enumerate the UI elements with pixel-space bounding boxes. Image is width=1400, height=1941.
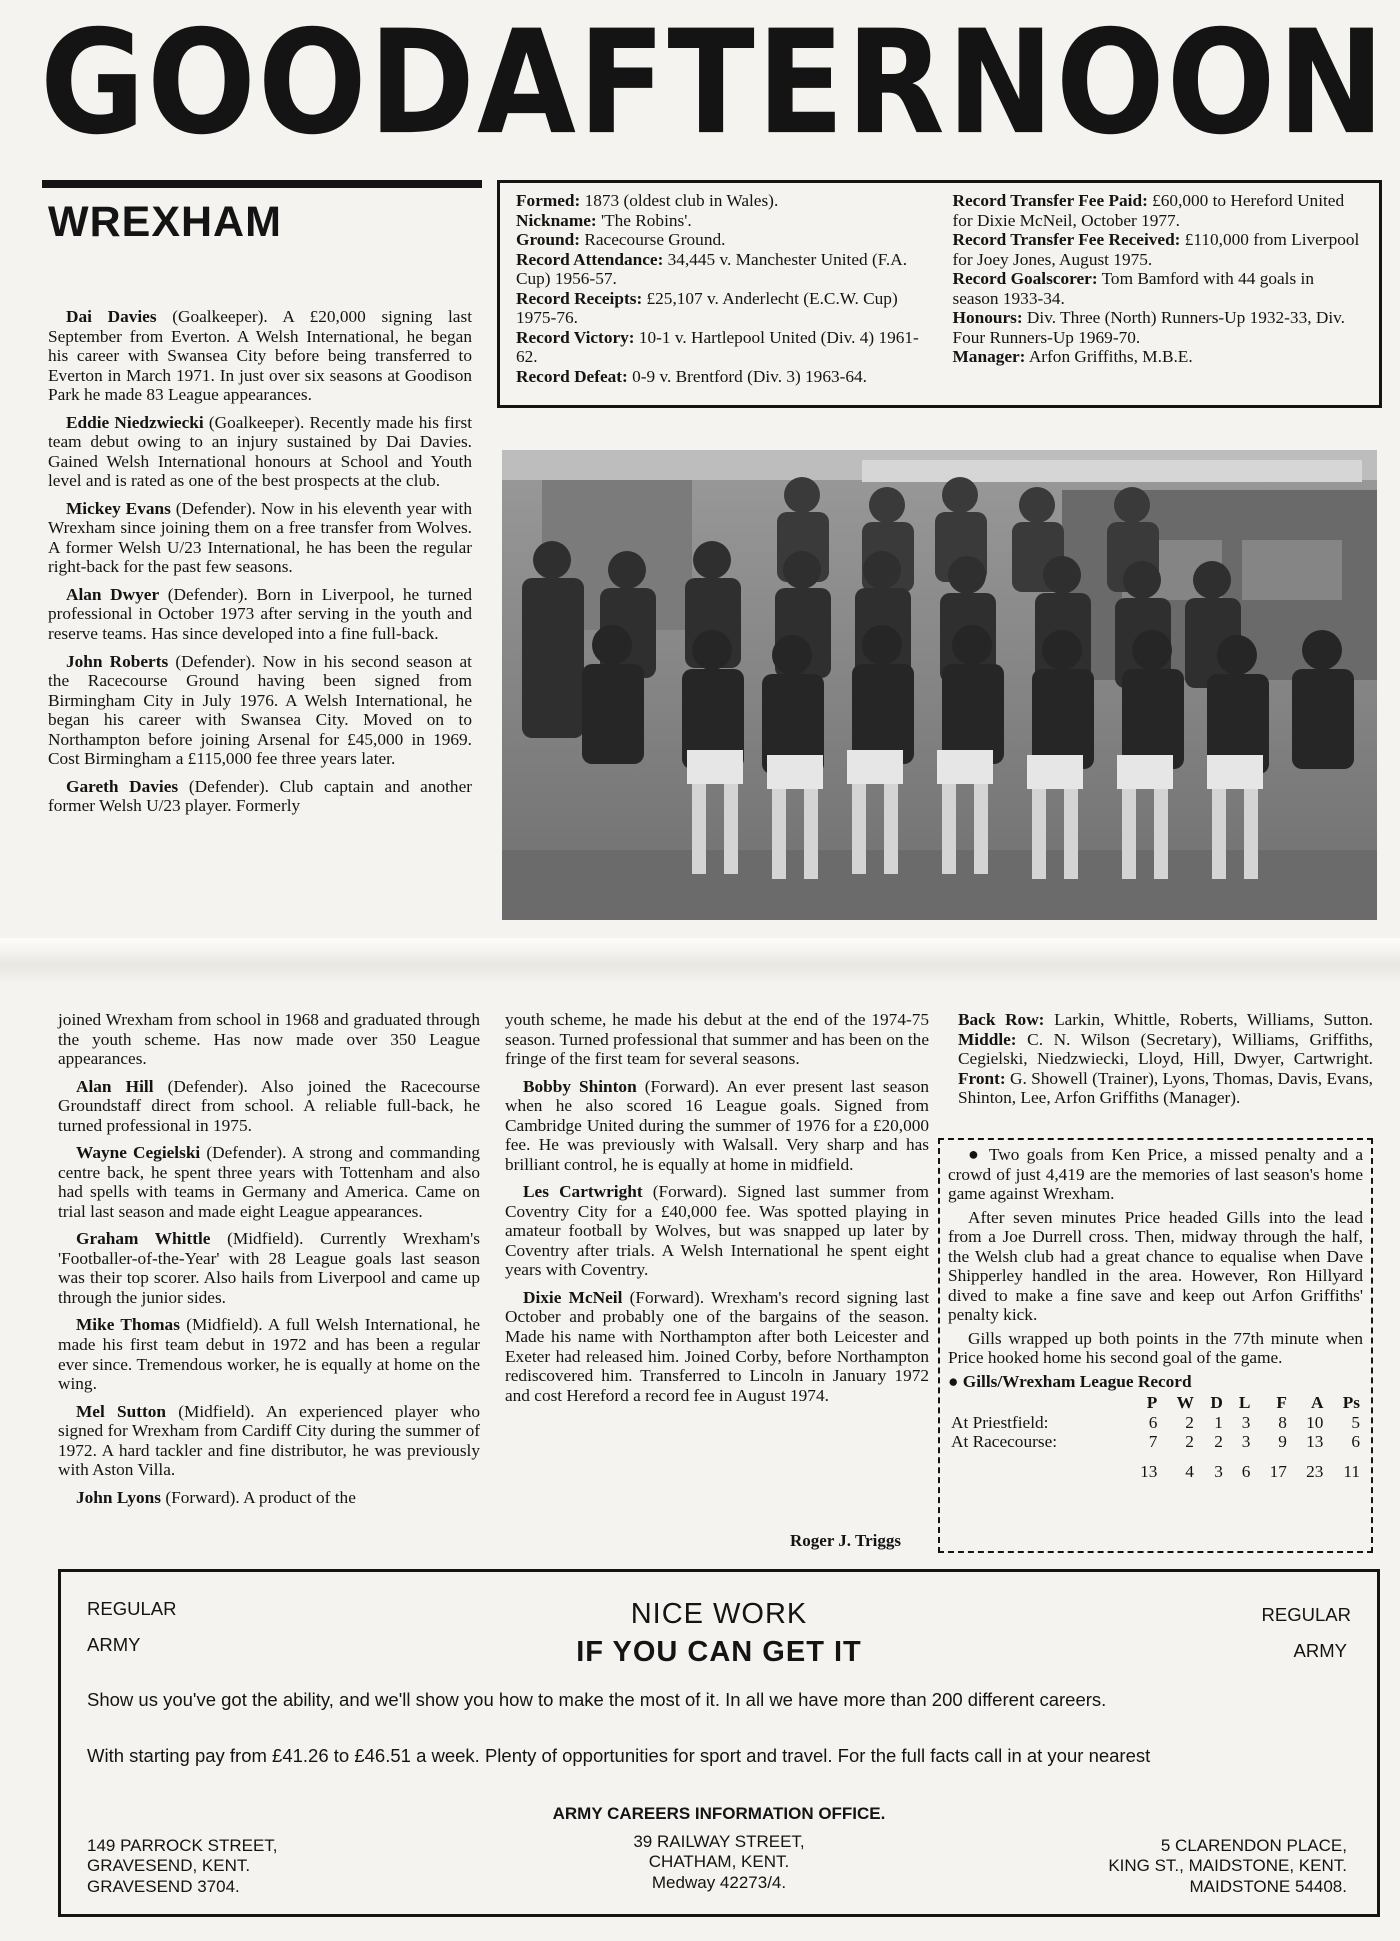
ad-office-heading: ARMY CAREERS INFORMATION OFFICE. xyxy=(552,1804,886,1823)
ad-regular-right: REGULAR xyxy=(1261,1604,1351,1625)
player-profile xyxy=(58,1143,480,1221)
address-line: 5 CLARENDON PLACE, xyxy=(1160,1836,1347,1855)
player-name: Mike Thomas xyxy=(76,1315,180,1335)
fact-text: 1873 (oldest club in Wales). xyxy=(580,191,779,210)
player-name: Bobby Shinton xyxy=(523,1076,637,1096)
fact-text: £60,000 to Hereford United for Dixie McNeil, October 1977. xyxy=(952,191,1345,230)
profiles-column-2 xyxy=(58,1010,480,1515)
fact-text: Racecourse Ground. xyxy=(580,230,726,250)
player-name: John Roberts xyxy=(66,651,169,671)
table-header: L xyxy=(1238,1393,1251,1413)
match-report-box xyxy=(938,1138,1373,1553)
caption-back-label: Back Row: xyxy=(958,1010,1045,1029)
fact-entry xyxy=(516,230,927,250)
player-name: Dai Davies xyxy=(66,307,157,326)
table-header: P xyxy=(1146,1393,1158,1413)
table-cell: 6 xyxy=(1351,1432,1360,1452)
player-profile xyxy=(505,1288,929,1405)
fact-text: Tom Bamford with 44 goals in season 1933-34. xyxy=(952,269,1314,308)
fact-entry xyxy=(516,367,927,387)
player-bio: (Defender). Born in Liverpool, he turned professional in October 1973 after serving in the youth and reserve teams. Has since developed into a fine full-back. xyxy=(48,584,473,643)
table-cell: 1 xyxy=(1214,1412,1223,1432)
player-profile xyxy=(58,1315,480,1393)
caption-back: Larkin, Whittle, Roberts, Williams, Sutton. xyxy=(1044,1010,1373,1029)
address-line: Medway 42273/4. xyxy=(651,1872,787,1892)
player-bio: (Midfield). An experienced player who signed for Wrexham from Cardiff City during the summer of 1972. A hard tackler and fine distributor, he was previously with Aston Villa. xyxy=(58,1401,481,1480)
player-profile xyxy=(58,1229,480,1307)
fact-label: Nickname: xyxy=(516,210,597,230)
player-profile xyxy=(505,1077,929,1175)
player-bio: (Defender). Now in his eleventh year with Wrexham since joining them on a free transfer from Wolves. A former Welsh U/23 International, he has been the regular right-back for the past few seasons. xyxy=(48,498,472,577)
table-cell: 5 xyxy=(1351,1412,1360,1432)
address-line: 149 PARROCK STREET, xyxy=(87,1836,278,1855)
table-header: F xyxy=(1276,1393,1287,1413)
player-name: Mickey Evans xyxy=(66,498,171,518)
fact-entry xyxy=(516,289,927,328)
player-profile xyxy=(48,499,472,577)
ad-body-2: With starting pay from £41.26 to £46.51 a week. Plenty of opportunities for sport and travel. For the full facts call in at your nearest xyxy=(87,1745,1151,1766)
player-bio: (Forward). An ever present last season when he also scored 16 League goals. Signed from Cambridge United during the summer of 1976 for a £20,000 fee. He was previously with Walsall. Very sharp and has brilliant control, he is equally at home in midfield. xyxy=(505,1076,929,1174)
caption-front: G. Showell (Trainer), Lyons, Thomas, Davis, Evans, Shinton, Lee, Arfon Griffiths (Manager). xyxy=(958,1068,1373,1108)
player-profile xyxy=(48,307,472,405)
fact-label: Record Receipts: xyxy=(516,288,643,308)
table-header xyxy=(948,1393,1124,1413)
address-line: GRAVESEND, KENT. xyxy=(87,1856,251,1876)
player-bio: (Goalkeeper). Recently made his first team debut owing to an injury sustained by Dai Davies. Gained Welsh International honours at School and Youth level and is rated as one of the best prospects at the club. xyxy=(48,412,472,491)
title-rule xyxy=(42,180,482,188)
table-cell: 9 xyxy=(1278,1432,1287,1452)
page-fold xyxy=(0,938,1400,984)
fact-label: Honours: xyxy=(952,308,1023,328)
player-name: John Lyons xyxy=(76,1487,162,1507)
table-cell: 13 xyxy=(1306,1432,1324,1452)
player-bio: youth scheme, he made his debut at the end of the 1974-75 season. Turned professional that summer and has been on the fringe of the first team for several seasons. xyxy=(505,1010,929,1069)
fact-text: 34,445 v. Manchester United (F.A. Cup) 1956-57. xyxy=(516,249,908,289)
league-record-title xyxy=(948,1372,1363,1392)
report-para-3: Gills wrapped up both points in the 77th minute when Price hooked home his second goal of the game. xyxy=(948,1328,1363,1368)
fact-label: Record Transfer Fee Paid: xyxy=(952,191,1148,210)
report-para-2: After seven minutes Price headed Gills into the lead from a Joe Durrell cross. Then, midway through the half, the Welsh club had a great chance to equalise when Dave Shipperley handled in the area. However, Ron Hillyard dived to make a fine save and keep out Arfon Griffiths' penalty kick. xyxy=(948,1207,1363,1325)
player-bio: (Defender). Also joined the Racecourse Groundstaff direct from school. A reliable full-back, he turned professional in 1975. xyxy=(58,1076,480,1135)
player-name: Alan Hill xyxy=(76,1076,154,1096)
player-bio: (Defender). Now in his second season at the Racecourse Ground having been signed from Birmingham City in July 1976. A Welsh International, he began his career with Swansea City. Moved on to Northampton before joining Arsenal for £45,000 in 1969. Cost Birmingham a £115,000 fee three years later. xyxy=(48,651,472,769)
fact-entry xyxy=(953,347,1364,367)
fact-entry xyxy=(516,191,927,211)
fact-label: Ground: xyxy=(516,230,581,250)
report-para-1: Two goals from Ken Price, a missed penalty and a crowd of just 4,419 are the memories of last season's home game against Wrexham. xyxy=(948,1145,1364,1204)
ad-address-maidstone xyxy=(1108,1836,1347,1897)
address-line: GRAVESEND 3704. xyxy=(87,1876,240,1896)
fact-label: Formed: xyxy=(516,191,581,210)
table-cell: At Priestfield: xyxy=(951,1412,1049,1432)
league-record-table xyxy=(948,1393,1363,1481)
club-title: WREXHAM xyxy=(48,198,282,246)
fact-label: Record Transfer Fee Received: xyxy=(952,230,1181,250)
player-name: Eddie Niedzwiecki xyxy=(66,412,204,432)
table-total-cell: 6 xyxy=(1241,1461,1251,1481)
fact-label: Manager: xyxy=(952,347,1026,367)
team-photo xyxy=(502,450,1377,920)
table-header: W xyxy=(1176,1393,1194,1413)
photo-caption xyxy=(958,1010,1373,1108)
bullet-icon: ● xyxy=(968,1144,982,1164)
player-profile xyxy=(505,1182,929,1280)
fact-entry xyxy=(516,211,927,231)
profiles-column-3 xyxy=(505,1010,929,1413)
ad-army-right: ARMY xyxy=(1293,1640,1347,1661)
table-total-cell: 11 xyxy=(1343,1461,1360,1481)
fact-entry xyxy=(516,250,927,289)
fact-entry xyxy=(953,191,1364,230)
table-cell: 2 xyxy=(1185,1432,1194,1452)
facts-right-column xyxy=(953,191,1364,397)
player-profile xyxy=(58,1488,480,1508)
table-cell: 10 xyxy=(1306,1412,1324,1432)
fact-entry xyxy=(953,269,1364,308)
table-cell: 3 xyxy=(1241,1432,1251,1452)
table-total-cell: 17 xyxy=(1269,1461,1287,1481)
player-bio: (Midfield). A full Welsh International, he made his first team debut in 1972 and has been a regular ever since. Tremendous worker, he is equally at home on the wing. xyxy=(58,1315,480,1394)
fact-entry xyxy=(953,230,1364,269)
profiles-column-1 xyxy=(48,307,472,824)
table-header: D xyxy=(1210,1393,1223,1413)
player-profile xyxy=(48,585,472,644)
masthead xyxy=(40,0,1387,167)
ad-body-1: Show us you've got the ability, and we'll show you how to make the most of it. In all we have more than 200 different careers. xyxy=(87,1689,1107,1710)
masthead-word-good: GOOD xyxy=(40,0,477,167)
address-line: KING ST., MAIDSTONE, KENT. xyxy=(1108,1856,1347,1876)
fact-text: Div. Three (North) Runners-Up 1932-33, Div. Four Runners-Up 1969-70. xyxy=(952,308,1345,347)
table-cell: 3 xyxy=(1241,1412,1251,1432)
player-bio: (Goalkeeper). A £20,000 signing last September from Everton. A Welsh International, he began his career with Swansea City before being transferred to Everton in March 1971. In just over six seasons at Goodison Park he made 83 League appearances. xyxy=(48,307,473,405)
table-cell: 7 xyxy=(1148,1432,1158,1452)
player-profile xyxy=(58,1010,480,1069)
table-totals-row xyxy=(948,1462,1363,1482)
fact-entry xyxy=(953,308,1364,347)
player-profile xyxy=(48,413,472,491)
address-line: MAIDSTONE 54408. xyxy=(1189,1876,1347,1896)
fact-label: Record Goalscorer: xyxy=(952,269,1098,289)
player-bio: (Defender). A strong and commanding centre back, he spent three years with Tottenham and also had spells with teams in Germany and America. Came on trial last season and made eight League appearances. xyxy=(58,1143,480,1221)
player-bio: (Midfield). Currently Wrexham's 'Footballer-of-the-Year' with 28 League goals last season was their top scorer. Also hails from Liverpool and came up through the junior sides. xyxy=(58,1229,480,1307)
player-name: Wayne Cegielski xyxy=(76,1143,201,1163)
player-name: Alan Dwyer xyxy=(66,584,160,604)
player-profile xyxy=(48,777,472,816)
player-name: Mel Sutton xyxy=(76,1401,166,1421)
player-bio: (Forward). Wrexham's record signing last October and probably one of the bargains of the season. Made his name with Northampton after both Leicester and Exeter had released him. Joined Corby, before Northampton rediscovered him. Transferred to Lincoln in January 1972 and cost Hereford a record fee in August 1974. xyxy=(505,1287,930,1405)
table-row xyxy=(948,1413,1363,1433)
army-advertisement xyxy=(58,1569,1380,1917)
ad-headline-1: NICE WORK xyxy=(630,1598,808,1630)
caption-middle-label: Middle: xyxy=(958,1029,1017,1049)
table-total-cell: 23 xyxy=(1306,1461,1324,1481)
ad-headline-2: IF YOU CAN GET IT xyxy=(576,1636,862,1668)
address-line: CHATHAM, KENT. xyxy=(648,1852,790,1872)
player-profile xyxy=(58,1077,480,1136)
fact-text: £110,000 from Liverpool for Joey Jones, August 1975. xyxy=(952,230,1360,269)
player-profile xyxy=(505,1010,929,1069)
fact-text: 0-9 v. Brentford (Div. 3) 1963-64. xyxy=(627,366,867,386)
fact-text: Arfon Griffiths, M.B.E. xyxy=(1025,347,1193,367)
table-row xyxy=(948,1432,1363,1452)
table-total-cell: 4 xyxy=(1185,1461,1194,1481)
table-total-cell: 3 xyxy=(1214,1461,1223,1481)
player-name: Graham Whittle xyxy=(76,1229,211,1249)
author-signature: Roger J. Triggs xyxy=(790,1531,901,1550)
fact-text: £25,107 v. Anderlecht (E.C.W. Cup) 1975-76. xyxy=(516,288,898,328)
player-bio: (Defender). Club captain and another former Welsh U/23 player. Formerly xyxy=(48,776,472,816)
fact-text: 'The Robins'. xyxy=(596,210,692,230)
fact-entry xyxy=(516,328,927,367)
player-bio: (Forward). Signed last summer from Coventry City for a £40,000 fee. Was spotted playing in amateur football by Wolves, but was snapped up later by Coventry after trials. A Welsh International he spent eight years with Coventry. xyxy=(505,1182,929,1280)
fact-label: Record Victory: xyxy=(516,327,635,347)
player-name: Dixie McNeil xyxy=(523,1287,623,1307)
bullet-icon: ● xyxy=(948,1371,959,1391)
player-name: Les Cartwright xyxy=(523,1182,643,1202)
caption-front-label: Front: xyxy=(958,1068,1006,1088)
table-cell: At Racecourse: xyxy=(951,1432,1058,1452)
table-total-cell: 13 xyxy=(1140,1461,1158,1481)
player-bio: (Forward). A product of the xyxy=(161,1487,356,1507)
caption-middle: C. N. Wilson (Secretary), Williams, Griffiths, Cegielski, Niedzwiecki, Lloyd, Hill, Dwyer, Cartwright. xyxy=(958,1029,1373,1069)
fact-label: Record Defeat: xyxy=(516,366,628,386)
player-bio: joined Wrexham from school in 1968 and graduated through the youth scheme. Has now made over 350 League appearances. xyxy=(58,1010,480,1069)
table-header: A xyxy=(1310,1393,1324,1413)
table-cell: 2 xyxy=(1185,1412,1194,1432)
fact-text: 10-1 v. Hartlepool United (Div. 4) 1961-62. xyxy=(516,327,919,367)
table-cell: 2 xyxy=(1214,1432,1223,1452)
address-line: 39 RAILWAY STREET, xyxy=(633,1832,805,1851)
table-total-cell xyxy=(948,1462,1124,1482)
player-profile xyxy=(58,1402,480,1480)
league-record-title-text: Gills/Wrexham League Record xyxy=(962,1371,1192,1391)
masthead-word-afternoon: AFTERNOON xyxy=(476,0,1387,167)
table-cell: 6 xyxy=(1148,1412,1158,1432)
club-facts-box xyxy=(497,180,1382,408)
team-photo-image xyxy=(502,450,1377,920)
player-name: Gareth Davies xyxy=(66,776,179,796)
ad-army-left: ARMY xyxy=(87,1634,141,1655)
facts-left-column xyxy=(516,191,927,397)
table-cell: 8 xyxy=(1278,1412,1287,1432)
fact-label: Record Attendance: xyxy=(516,249,664,269)
ad-regular-left: REGULAR xyxy=(87,1598,177,1619)
table-header: Ps xyxy=(1342,1393,1360,1413)
player-profile xyxy=(48,652,472,769)
